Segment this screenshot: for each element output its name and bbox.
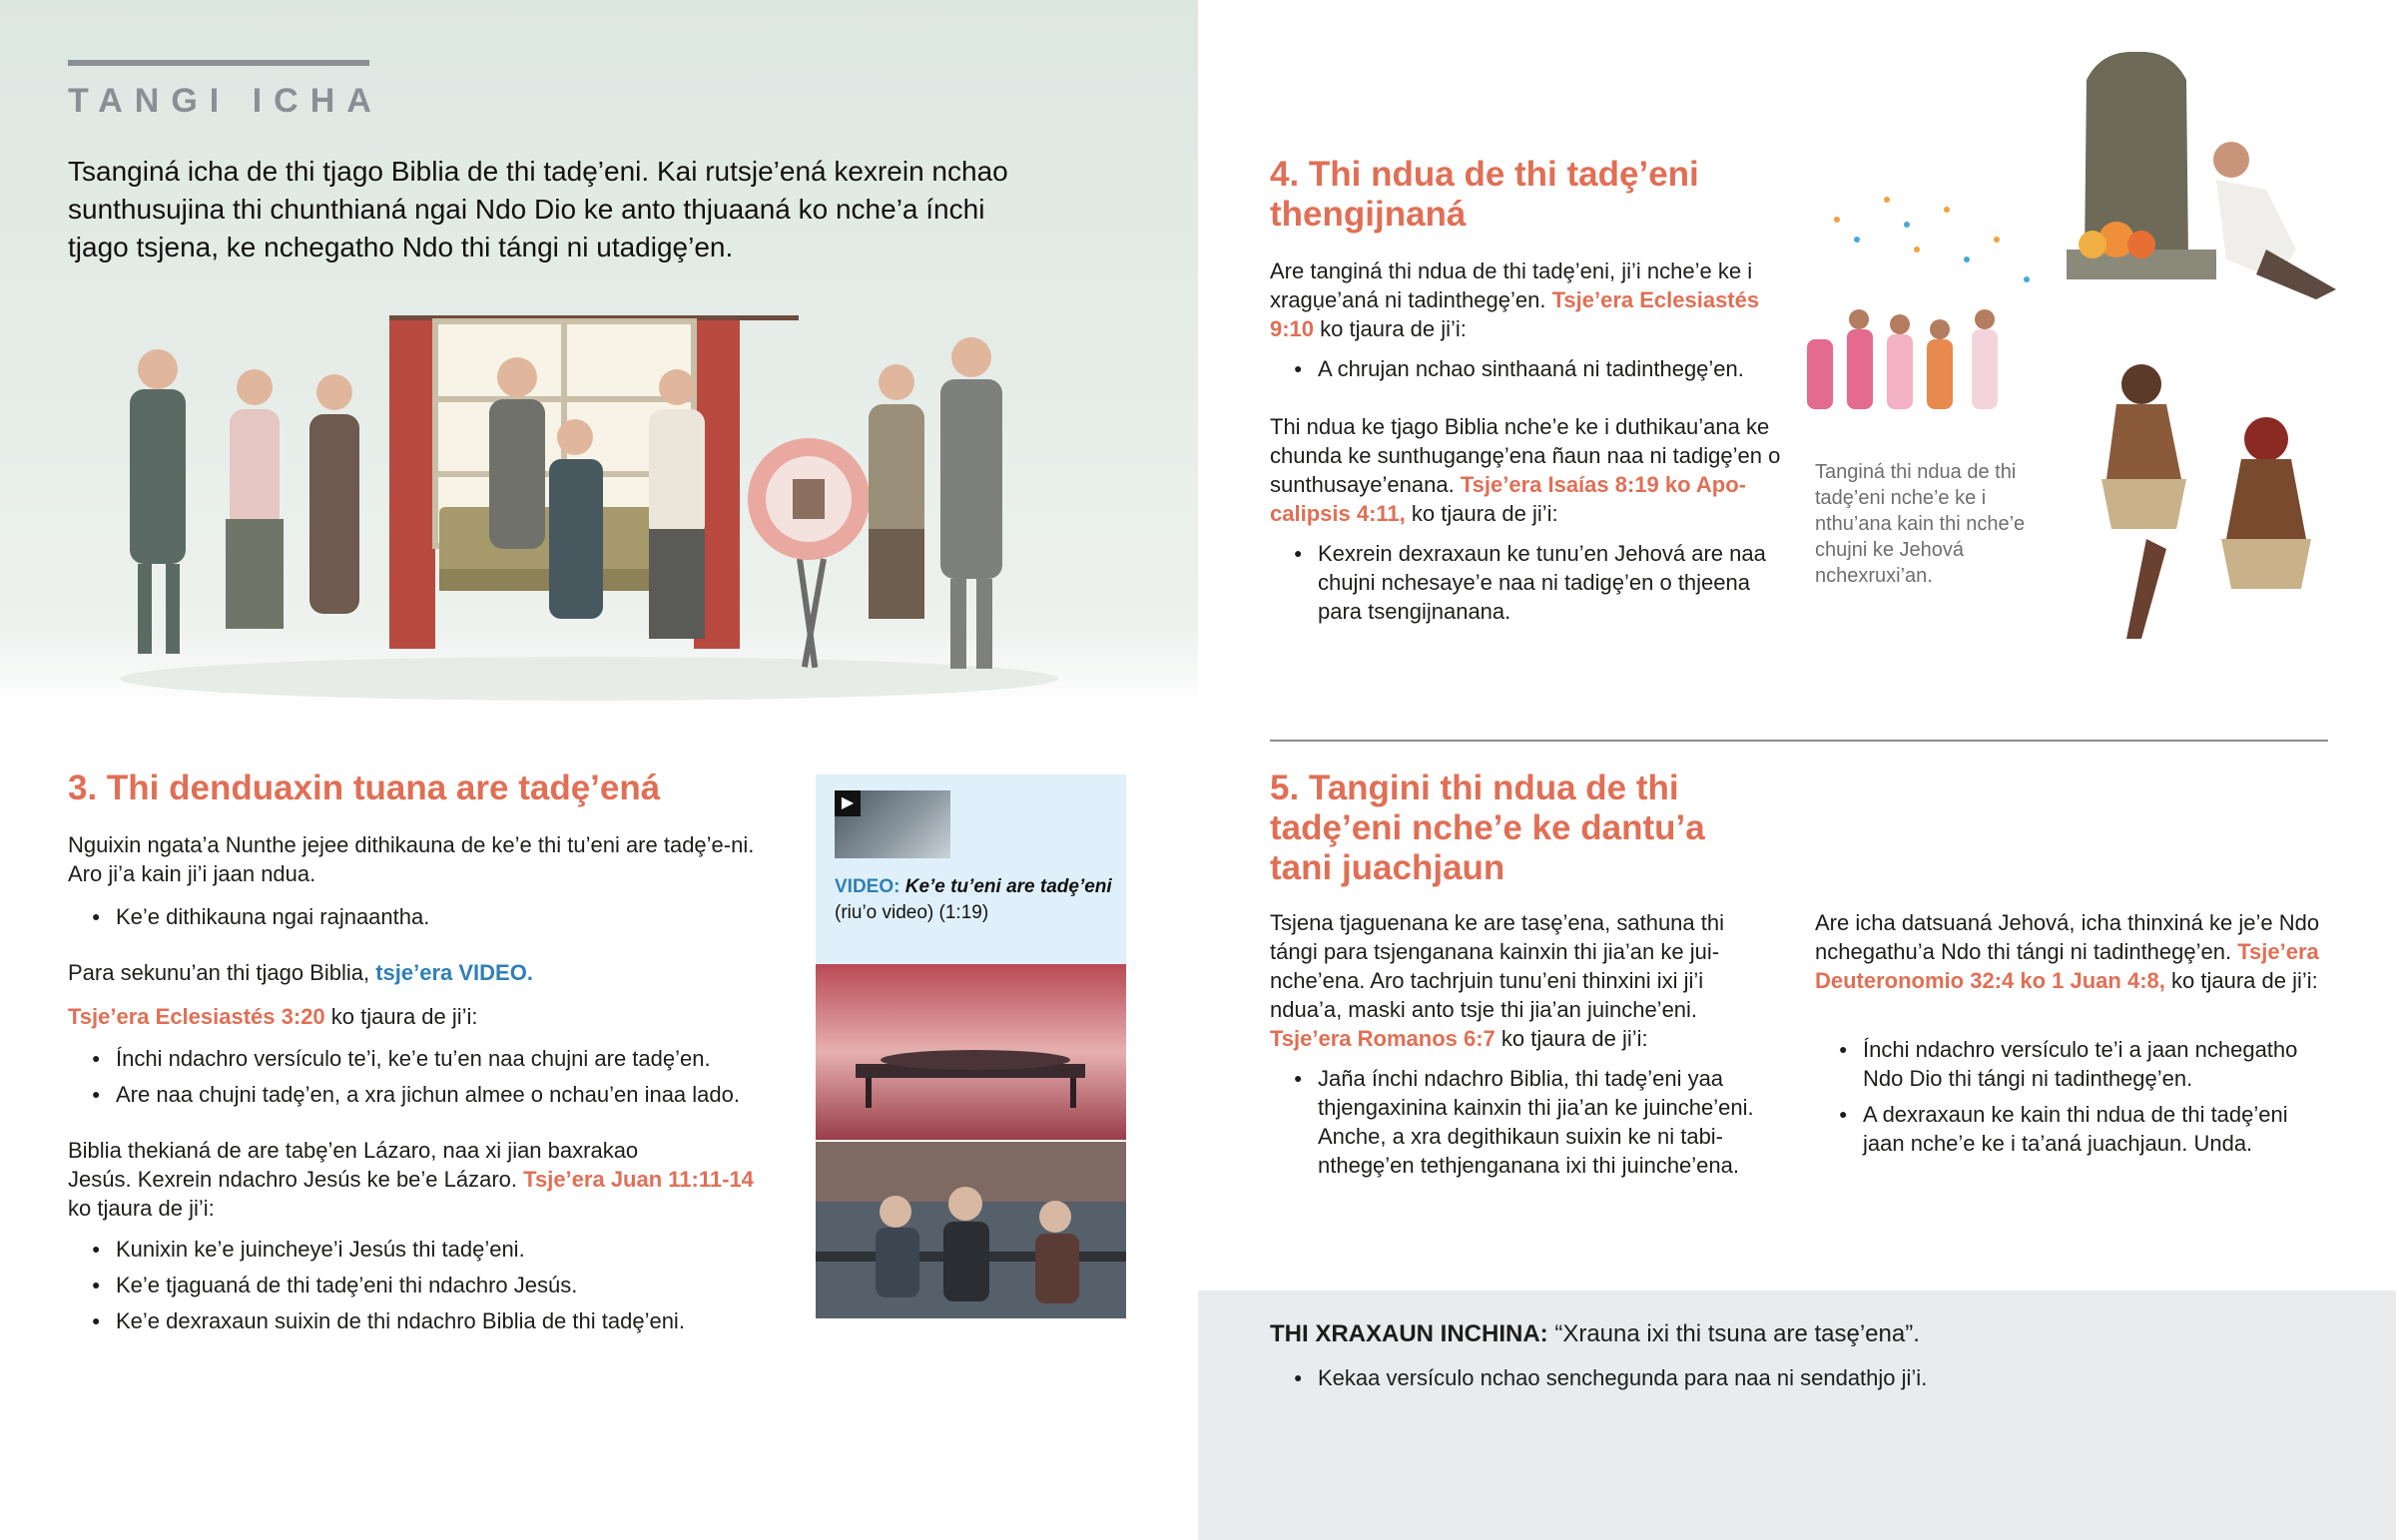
list-item: ● Are naa chujni tadȩ’en, a xra jichun almee o nchau’en inaa lado. (68, 1080, 787, 1109)
section4-paragraph-2-suffix: ko tjaura de ji’i: (1411, 501, 1558, 526)
list-item: ● Ke’e tjaguaná de thi tadȩ’eni thi ndachro Jesús. (68, 1271, 787, 1299)
closing-bullets (1270, 1363, 2348, 1392)
section3-paragraph-4 (68, 1136, 787, 1223)
section4-paragraph-1 (1270, 257, 1789, 343)
section5-heading (1270, 769, 1829, 888)
list-item: ● Jaña ínchi ndachro Biblia, thi tadȩ’eni yaa thjengaxinina kainxin thi jia’an ke juinche’eni. Anche, a xra degithikaun suixin ke ni tabi-nthegȩ’en tethjenganana ixi thi juinche’ena. (1270, 1064, 1759, 1180)
section4-heading-line-2: thengijnaná (1270, 195, 1467, 234)
list-item: ● Ke’e dithikauna ngai rajnaantha. (68, 902, 767, 931)
mourners-image (816, 1142, 1126, 1318)
kicker-title: TANGI ICHA (68, 82, 383, 120)
section4-bullets-2 (1270, 539, 1789, 626)
section5-left-paragraph (1270, 908, 1759, 1053)
scripture-ref-romans-6-7[interactable]: Tsje’era Romanos 6:7 (1270, 1026, 1496, 1051)
section5-left-suffix: ko tjaura de ji’i: (1500, 1026, 1648, 1051)
list-item: ● A chrujan nchao sinthaaná ni tadinthegȩ’en. (1270, 354, 1789, 383)
hospital-bed-image (816, 964, 1126, 1140)
funeral-illustration (110, 299, 1068, 709)
list-item: ● Kekaa versículo nchao senchegunda para naa ni sendathjo ji’i. (1270, 1363, 2348, 1392)
list-item: ● Kunixin ke’e juincheye’i Jesús thi tadȩ’eni. (68, 1235, 787, 1264)
section4-paragraph-1-suffix: ko tjaura de ji’i: (1320, 316, 1467, 341)
section3-bullets-1 (68, 902, 767, 931)
section4-heading (1270, 155, 1829, 235)
section-divider (1270, 740, 2328, 742)
list-item: ● A dexraxaun ke kain thi ndua de thi tadȩ’eni jaan nche’e ke i ta’aná juachjaun. Unda. (1815, 1100, 2334, 1158)
closing-question (1270, 1319, 2348, 1348)
section4-bullets-1 (1270, 354, 1789, 383)
section3-bullets-2 (68, 1044, 787, 1109)
section4-heading-line-1: 4. Thi ndua de thi tadȩ’eni (1270, 155, 1699, 194)
scripture-ref-deuteronomy-1john[interactable]: Tsje’era Deuteronomio 32:4 ko 1 Juan 4:8, (1815, 939, 2319, 993)
section4-paragraph-2-text: Thi ndua ke tjago Biblia nche’e ke i duthikau’ana ke chunda ke sunthugangȩ’ena ñaun naa ni tadigȩ’en o sunthusaye’enana. (1270, 414, 1781, 497)
scripture-ref-john-11[interactable]: Tsje’era Juan 11:11-14 (523, 1167, 754, 1192)
list-item: ● Ínchi ndachro versículo te’i a jaan nchegatho Ndo Dio thi tángi ni tadinthegȩ’en. (1815, 1035, 2334, 1093)
section5-right-paragraph (1815, 908, 2334, 995)
section3-heading: 3. Thi denduaxin tuana are tadȩ’ená (68, 769, 661, 807)
video-title: Ke’e tu’eni are tadȩ’eni (904, 876, 1112, 897)
section5-right-bullets (1815, 1035, 2334, 1158)
section3-paragraph-2-text: Para sekunu’an thi tjago Biblia, (68, 960, 370, 985)
play-icon[interactable]: ▶ (835, 790, 861, 816)
section3-paragraph-4-line-3: ko tjaura de ji’i: (68, 1196, 215, 1221)
section3-paragraph-4-line-1: Biblia thekianá de are tabȩ’en Lázaro, naa xi jian baxrakao (68, 1138, 639, 1163)
section3-paragraph-4-text: Jesús. Kexrein ndachro Jesús ke be’e Lázaro. (68, 1167, 518, 1192)
scripture-ref-ecclesiastes-3-20[interactable]: Tsje’era Eclesiastés 3:20 (68, 1004, 325, 1029)
section5-right-suffix: ko tjaura de ji’i: (2171, 968, 2318, 993)
section5-left-bullets (1270, 1064, 1759, 1180)
section3-bullets-3 (68, 1235, 787, 1335)
intro-text: Tsanginá icha de thi tjago Biblia de thi tadȩ’eni. Kai rutsje’ená kexrein nchao sunthusujina thi chunthianá ngai Ndo Dio ke anto thjuaaná ko nche’a ínchi tjago tsjena, ke nchegatho Ndo thi tángi ni utadigȩ’en. (68, 156, 1008, 262)
list-item: ● Ke’e dexraxaun suixin de thi ndachro Biblia de thi tadȩ’eni. (68, 1306, 787, 1335)
scripture-ref-isaiah-revelation[interactable]: Tsje’era Isaías 8:19 ko Apo-calipsis 4:11, (1270, 472, 1746, 526)
video-duration: (riu’o video) (1:19) (835, 902, 989, 923)
section3-paragraph-3-suffix: ko tjaura de ji’i: (330, 1004, 478, 1029)
list-item: ● Ínchi ndachro versículo te’i, ke’e tu’en naa chujni are tadȩ’en. (68, 1044, 787, 1073)
video-tag: VIDEO: (835, 876, 900, 897)
section3-paragraph-1: Nguixin ngata’a Nunthe jejee dithikauna de ke’e thi tu’eni are tadȩ’e-ni. Aro ji’a kain ji’i jaan ndua. (68, 832, 755, 886)
section4-caption: Tanginá thi ndua de thi tadȩ’eni nche’e ke i nthu’ana kain thi nche’e chujni ke Jehová nchexruxi’an. (1815, 461, 2026, 587)
section5-right-text: Are icha datsuaná Jehová, icha thinxiná ke je’e Ndo nchegathu’a Ndo thi tángi ni tadinthegȩ’en. (1815, 910, 2320, 964)
section3-paragraph-3 (68, 1002, 787, 1031)
section5-heading-line-3: tani juachjaun (1270, 848, 1505, 887)
section4-paragraph-1-text: Are tanginá thi ndua de thi tadȩ’eni, ji’i nche’e ke i xragụe’aná ni tadinthegȩ’en. (1270, 258, 1753, 312)
section5-left-text: Tsjena tjaguenana ke are tasȩ’ena, sathuna thi tángi para tsjenganana kainxin thi jia’an ke jui-nche’ena. Aro tachrjuin tunu’eni thinxini ixi ji’i ndua’a, maski anto tsje thi jia’an juinche’eni. (1270, 910, 1724, 1022)
section5-heading-line-2: tadȩ’eni nche’e ke dantu’a (1270, 808, 1705, 847)
section4-paragraph-2 (1270, 412, 1789, 528)
scripture-ref-ecclesiastes-9-10[interactable]: Tsje’era Eclesiastés 9:10 (1270, 287, 1760, 341)
kicker-bar (68, 60, 369, 66)
section5-heading-line-1: 5. Tangini thi ndua de thi (1270, 769, 1679, 807)
section3-paragraph-2 (68, 958, 787, 987)
closing-label: THI XRAXAUN INCHINA: (1270, 1320, 1548, 1347)
section3-paragraph-4-line-2 (68, 1165, 787, 1194)
video-link[interactable]: tsje’era VIDEO. (375, 960, 533, 985)
closing-quote: “Xrauna ixi thi tsuna are tasȩ’ena”. (1554, 1320, 1920, 1347)
video-label[interactable] (835, 874, 1124, 926)
rituals-illustration (1797, 40, 2376, 689)
list-item: ● Kexrein dexraxaun ke tunu’en Jehová are naa chujni nchesaye’e naa ni tadigȩ’en o thjeena para tsengijnanana. (1270, 539, 1789, 626)
